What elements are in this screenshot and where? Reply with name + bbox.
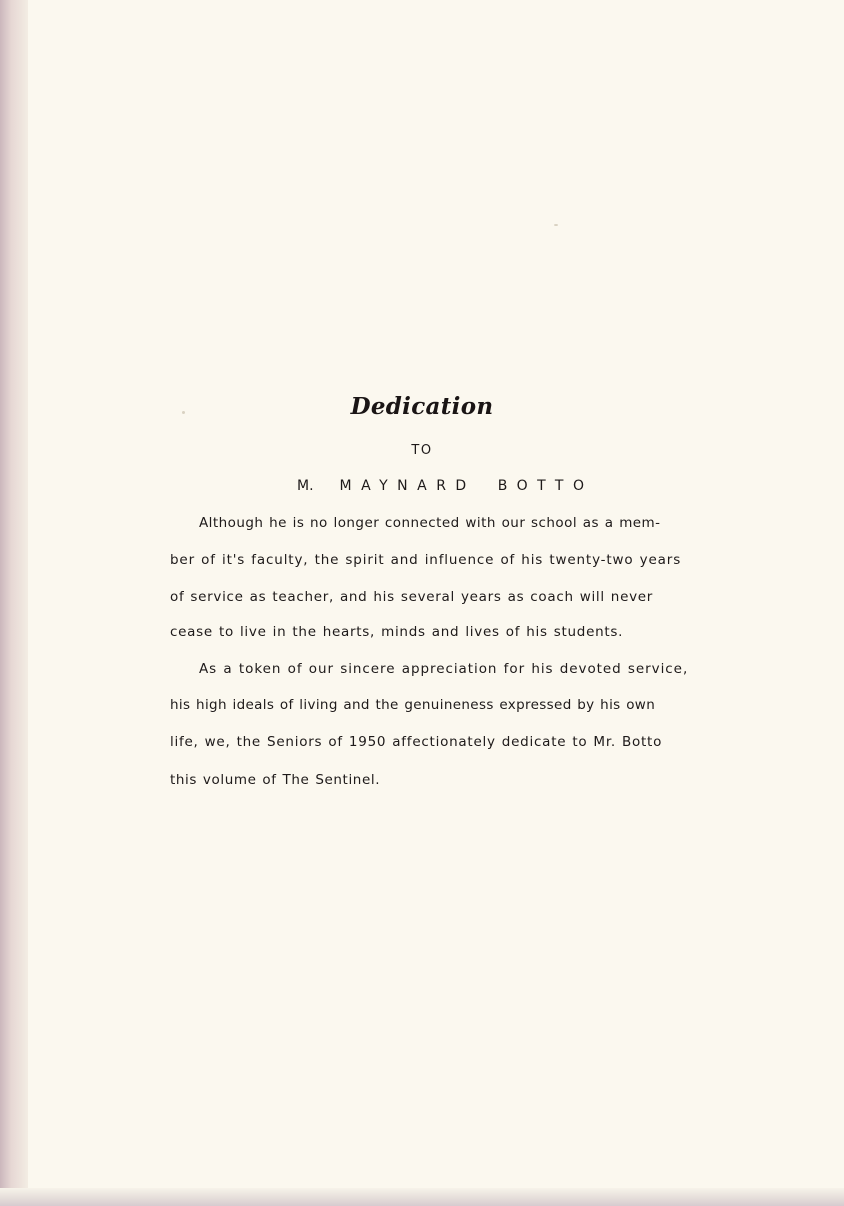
honoree-first-name: MAYNARD bbox=[339, 478, 476, 494]
dedication-text-line: ber of it's faculty, the spirit and influence of his twenty-two years bbox=[170, 552, 682, 568]
page-bottom-edge bbox=[0, 1188, 844, 1206]
page-binding-edge bbox=[0, 0, 28, 1206]
paper-speck bbox=[554, 224, 558, 226]
dedication-title: Dedication bbox=[350, 393, 494, 420]
dedication-text-line: cease to live in the hearts, minds and lives of his students. bbox=[170, 624, 624, 640]
honoree-initial: M. bbox=[297, 478, 314, 494]
honoree-last-name: BOTTO bbox=[497, 478, 594, 494]
dedication-text-line: life, we, the Seniors of 1950 affectionately dedicate to Mr. Botto bbox=[170, 734, 663, 750]
dedication-text-line: this volume of The Sentinel. bbox=[170, 772, 381, 788]
dedication-text-line: of service as teacher, and his several years as coach will never bbox=[170, 589, 654, 605]
dedication-to: TO bbox=[411, 443, 433, 458]
dedication-text-line: Although he is no longer connected with our school as a mem- bbox=[199, 515, 661, 531]
dedication-text-line: As a token of our sincere appreciation for his devoted service, bbox=[199, 661, 689, 677]
dedication-text-line: his high ideals of living and the genuineness expressed by his own bbox=[170, 697, 656, 713]
honoree-name bbox=[297, 478, 593, 494]
